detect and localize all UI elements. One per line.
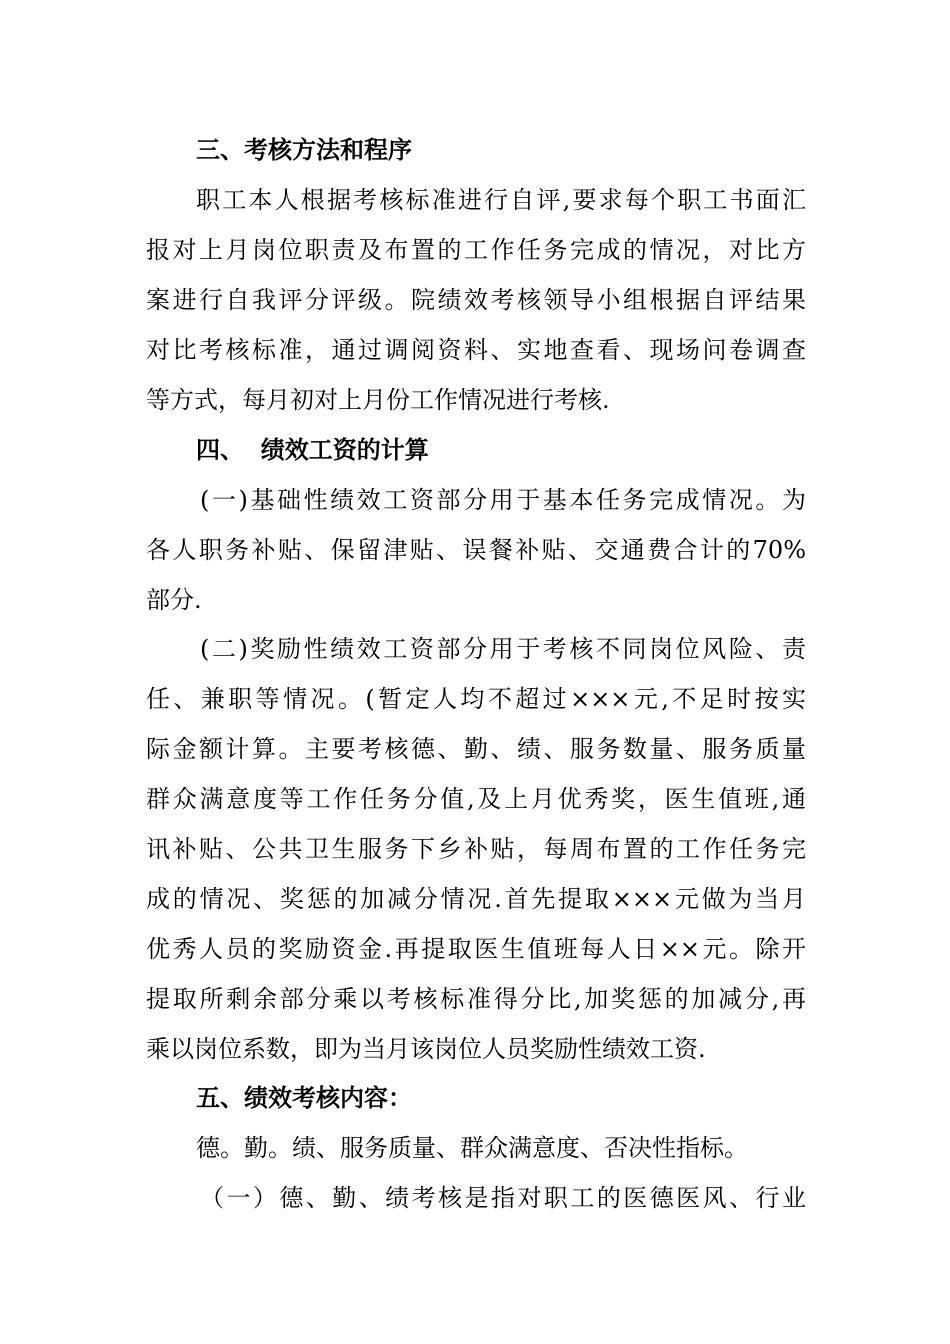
paragraph-line: 讯补贴、公共卫生服务下乡补贴，每周布置的工作任务完 [146, 835, 806, 863]
section-heading-3: 三、考核方法和程序 [196, 136, 412, 164]
section-heading-5: 五、绩效考核内容： [196, 1084, 412, 1112]
paragraph-line: 提取所剩余部分乘以考核标准得分比,加奖惩的加减分,再 [146, 985, 806, 1013]
paragraph-line: (一)基础性绩效工资部分用于基本任务完成情况。为 [200, 486, 806, 514]
paragraph-line: (二)奖励性绩效工资部分用于考核不同岗位风险、责 [200, 635, 806, 663]
paragraph-line: 等方式，每月初对上月份工作情况进行考核. [146, 386, 610, 414]
paragraph-line: 际金额计算。主要考核德、勤、绩、服务数量、服务质量 [146, 735, 806, 763]
paragraph-line: 职工本人根据考核标准进行自评,要求每个职工书面汇 [196, 186, 806, 214]
paragraph-line: 案进行自我评分评级。院绩效考核领导小组根据自评结果 [146, 286, 806, 314]
paragraph-line: 任、兼职等情况。(暂定人均不超过×××元,不足时按实 [146, 685, 806, 713]
paragraph-line: 对比考核标准，通过调阅资料、实地查看、现场问卷调查 [146, 336, 806, 364]
section-heading-4: 四、 绩效工资的计算 [196, 436, 429, 464]
paragraph-line: 成的情况、奖惩的加减分情况.首先提取×××元做为当月 [146, 885, 806, 913]
paragraph-line: 群众满意度等工作任务分值,及上月优秀奖，医生值班,通 [146, 785, 806, 813]
paragraph-line: 优秀人员的奖励资金.再提取医生值班每人日××元。除开 [146, 935, 806, 963]
paragraph-line: 部分. [146, 586, 202, 614]
paragraph-line: （一）德、勤、绩考核是指对职工的医德医风、行业 [200, 1184, 806, 1212]
paragraph-line: 报对上月岗位职责及布置的工作任务完成的情况，对比方 [146, 236, 806, 264]
paragraph-line: 乘以岗位系数，即为当月该岗位人员奖励性绩效工资. [146, 1035, 706, 1063]
paragraph-line: 德。勤。绩、服务质量、群众满意度、否决性指标。 [196, 1134, 748, 1162]
paragraph-line: 各人职务补贴、保留津贴、误餐补贴、交通费合计的70% [146, 536, 806, 564]
